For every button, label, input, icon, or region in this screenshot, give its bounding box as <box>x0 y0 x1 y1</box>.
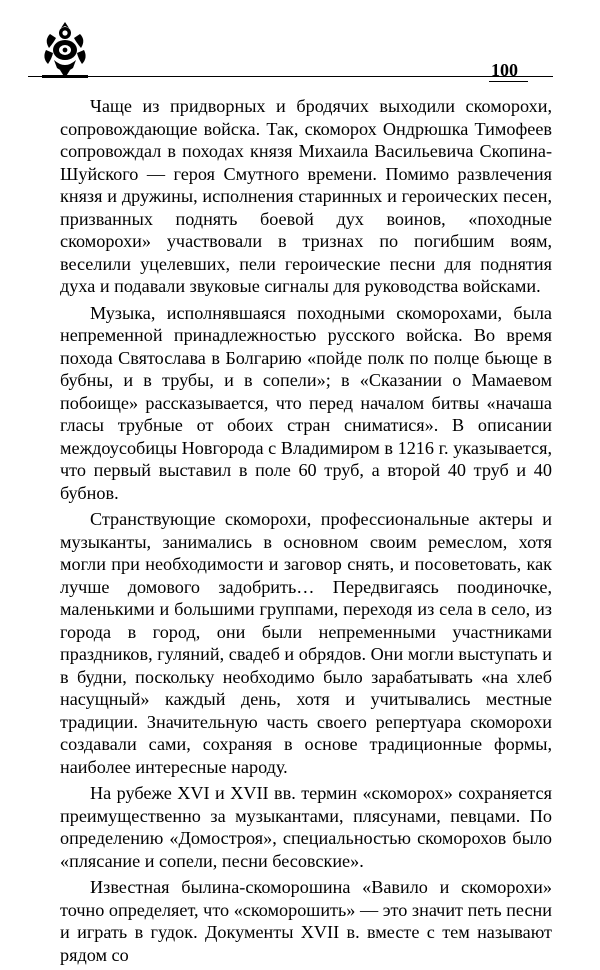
heraldic-ornament-icon <box>40 20 90 82</box>
paragraph: Известная былина-скоморошина «Вавило и скоморохи» точно определяет, что «скоморошить» — это значит петь песни и играть в гудок. Документы XVII в. вместе с тем называют рядом со <box>60 877 552 965</box>
header-rule <box>28 76 553 77</box>
paragraph: Чаще из придворных и бродячих выходили скоморохи, сопровождающие войска. Так, скоморох Ондрюшка Тимофеев сопровождал в походах князя Михаила Васильевича Скопина-Шуйского — героя Смутного времени. Помимо развлечения князя и дружины, исполнения старинных и героических песен, призванных поднять боевой дух воинов, «походные скоморохи» участвовали в тризнах по погибшим воям, веселили уцелевших, пели героические песни для поднятия духа и подавали звуковые сигналы для руководства войсками. <box>60 96 552 296</box>
body-text <box>60 95 552 970</box>
page-number: 100 <box>491 60 518 80</box>
paragraph: Странствующие скоморохи, профессиональные актеры и музыканты, занимались в основном своим ремеслом, хотя могли при необходимости и заговор снять, и посоветовать, как лучше домового задобрить… Передвигаясь поодиночке, маленькими и большими группами, переходя из села в село, из города в город, они были непременными участниками праздников, гуляний, свадеб и обрядов. Они могли выступать и в будни, поскольку необходимо было зарабатывать «на хлеб насущный» каждый день, хотя и учитывались местные традиции. Значительную часть своего репертуара скоморохи создавали сами, сохраняя в основе традиционные формы, наиболее интересные народу. <box>60 509 552 777</box>
paragraph: На рубеже XVI и XVII вв. термин «скоморох» сохраняется преимущественно за музыкантами, плясунами, певцами. По определению «Домостроя», специальностью скоморохов было «плясание и сопели, песни бесовские». <box>60 783 552 871</box>
paragraph: Музыка, исполнявшаяся походными скоморохами, была непременной принадлежностью русского войска. Во время похода Святослава в Болгарию «пойде полк по полце бьюще в бубны, и в трубы, и в сопели»; в «Сказании о Мамаевом побоище» рассказывается, что перед началом битвы «начаша гласы трубные от обоих стран сниматися». В описании междоусобицы Новгорода с Владимиром в 1216 г. указывается, что первый выставил в поле 60 труб, а второй 40 труб и 40 бубнов. <box>60 302 552 503</box>
page-header <box>28 20 558 90</box>
page-number-underline <box>489 81 528 82</box>
